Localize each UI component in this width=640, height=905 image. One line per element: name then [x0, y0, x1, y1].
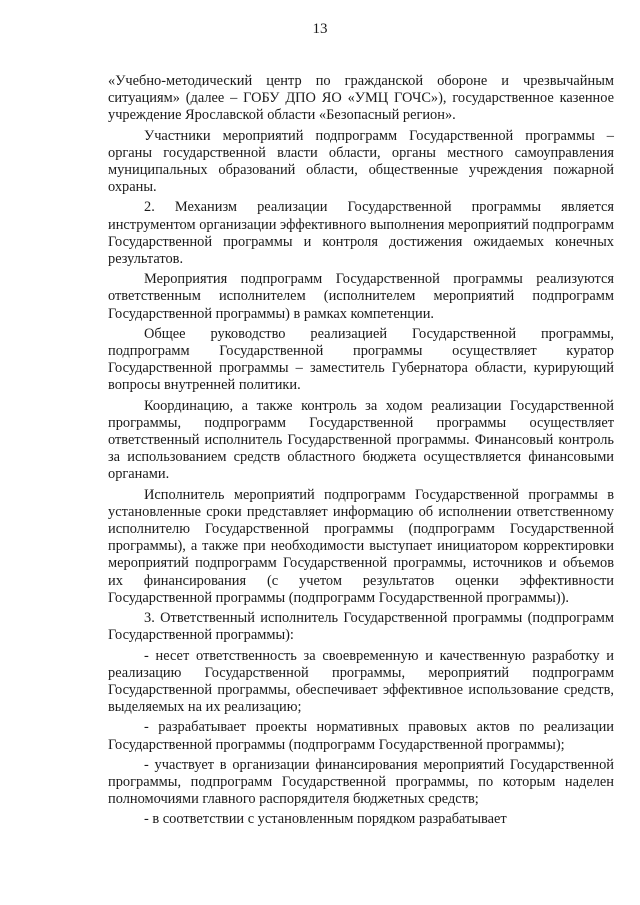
paragraph-participants: Участники мероприятий подпрограмм Государственной программы – органы государственной власти области, органы местного самоуправления муниципальных образований области, общественные учреждения пожарной охраны. [108, 127, 614, 196]
paragraph-executor: Исполнитель мероприятий подпрограмм Государственной программы в установленные сроки представляет информацию об исполнении ответственному исполнителю Государственной программы (подпрограмм Государственной программы), а также при необходимости выступает инициатором корректировки мероприятий подпрограмм Государственной программы, источников и объемов их финансирования (с учетом результатов оценки эффективности Государственной программы (подпрограмм Государственной программы)). [108, 486, 614, 606]
list-item-financing: - участвует в организации финансирования мероприятий Государственной программы, подпрограмм Государственной программы, по которым наделен полномочиями главного распорядителя бюджетных средств; [108, 756, 614, 808]
document-body [108, 73, 614, 829]
list-item-drafts-acts: - разрабатывает проекты нормативных правовых актов по реализации Государственной программы (подпрограмм Государственной программы); [108, 719, 614, 753]
paragraph-general-management: Общее руководство реализацией Государственной программы, подпрограмм Государственной программы осуществляет куратор Государственной программы – заместитель Губернатора области, курирующий вопросы внутренней политики. [108, 325, 614, 394]
list-item-develops: - в соответствии с установленным порядком разрабатывает [144, 811, 507, 828]
paragraph-mechanism: 2. Механизм реализации Государственной программы является инструментом организации эффективного выполнения мероприятий подпрограмм Государственной программы и контроля достижения ожидаемых конечных результатов. [108, 199, 614, 268]
paragraph-coordination: Координацию, а также контроль за ходом реализации Государственной программы, подпрограмм Государственной программы осуществляет ответственный исполнитель Государственной программы. Финансовый контроль за использованием средств областного бюджета осуществляется финансовыми органами. [108, 397, 614, 483]
page-number: 13 [312, 21, 328, 37]
paragraph-responsible-executor: 3. Ответственный исполнитель Государственной программы (подпрограмм Государственной программы): [108, 610, 614, 644]
list-item-responsibility: - несет ответственность за своевременную и качественную разработку и реализацию Государственной программы, мероприятий подпрограмм Государственной программы, обеспечивает эффективное использование средств, выделяемых на их реализацию; [108, 647, 614, 716]
paragraph-continuation: «Учебно-методический центр по гражданской обороне и чрезвычайным ситуациям» (далее – ГОБУ ДПО ЯО «УМЦ ГОЧС»), государственное казенное учреждение Ярославской области «Безопасный регион». [108, 73, 614, 124]
paragraph-implementation: Мероприятия подпрограмм Государственной программы реализуются ответственным исполнителем (исполнителем мероприятий подпрограмм Государственной программы) в рамках компетенции. [108, 271, 614, 322]
